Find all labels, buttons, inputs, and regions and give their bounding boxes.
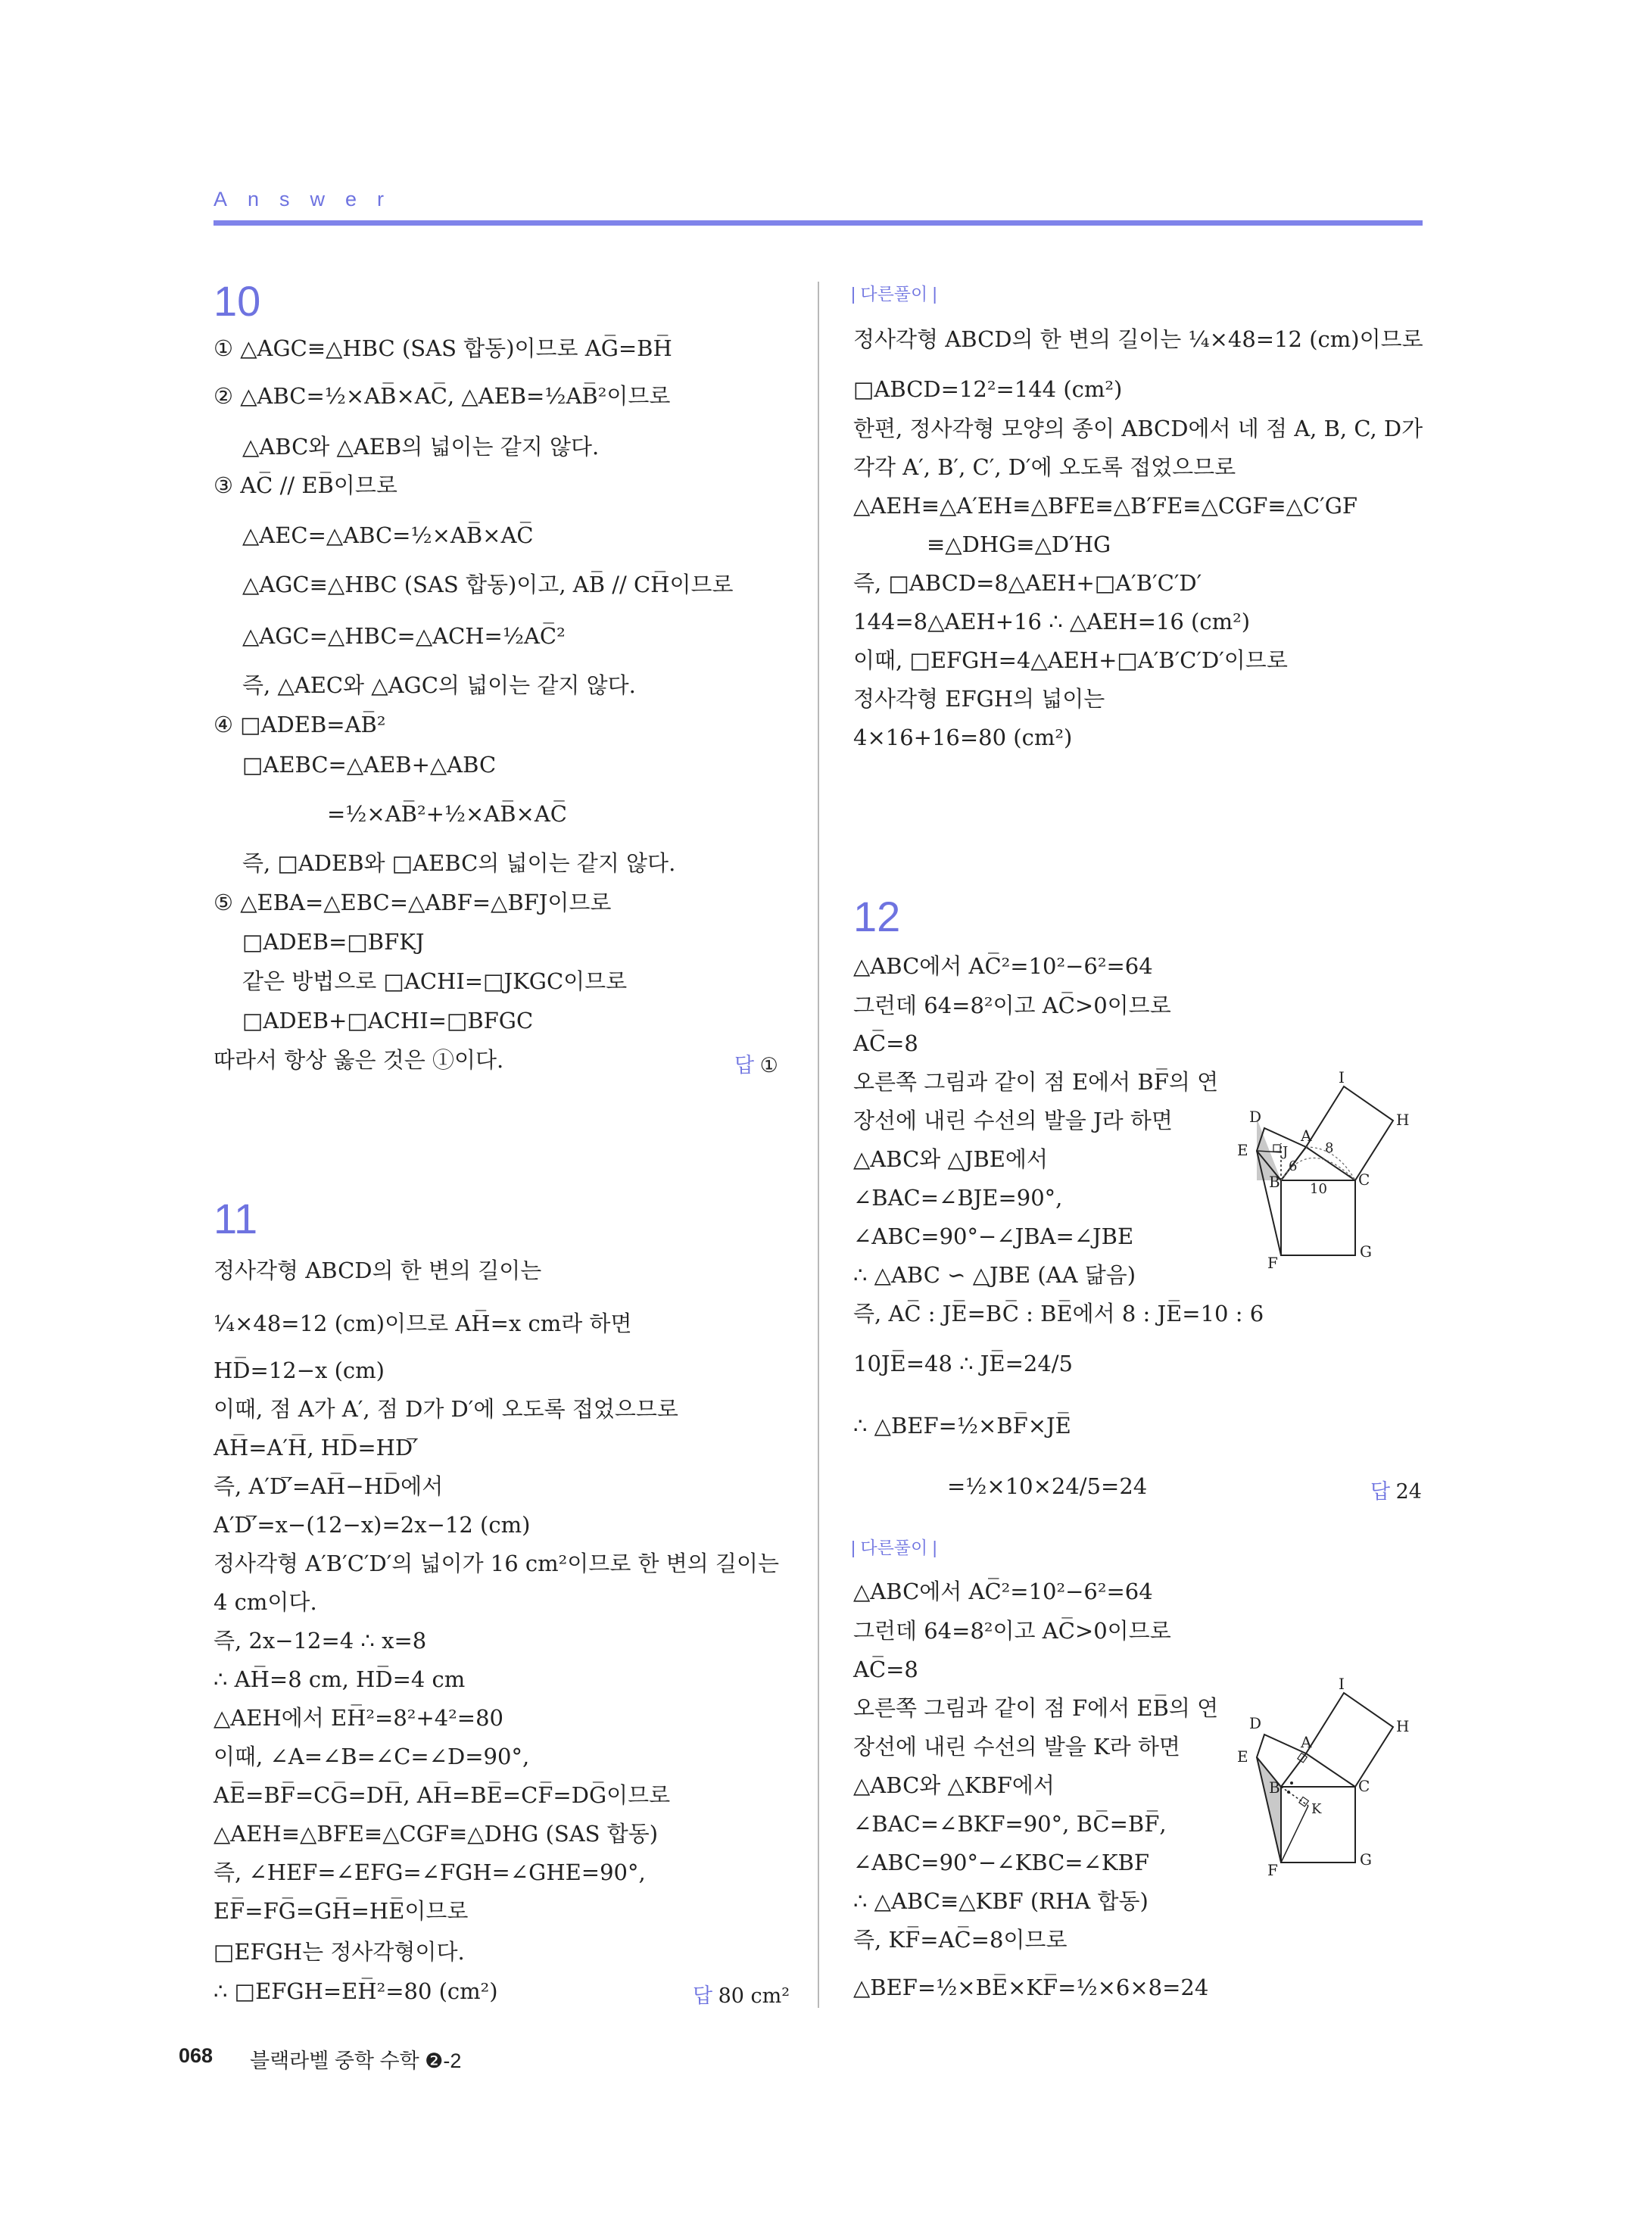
solution-line: ③ AC̅ // EB̅이므로	[214, 472, 397, 498]
solution-line: ∠ABC=90°−∠KBC=∠KBF	[853, 1850, 1149, 1875]
solution-line: 즉, ∠HEF=∠EFG=∠FGH=∠GHE=90°,	[214, 1859, 646, 1885]
solution-line: ④ □ADEB=AB̅²	[214, 712, 386, 737]
solution-line: 정사각형 ABCD의 한 변의 길이는	[214, 1258, 542, 1283]
solution-line: 즉, KF̅=AC̅=8이므로	[853, 1927, 1068, 1953]
label-i: I	[1339, 1068, 1345, 1086]
solution-line: 즉, □ABCD=8△AEH+□A′B′C′D′	[853, 570, 1202, 596]
solution-line: A′D′̅=x−(12−x)=2x−12 (cm)	[214, 1512, 531, 1538]
solution-line: ∠BAC=∠BKF=90°, BC̅=BF̅,	[853, 1811, 1167, 1837]
solution-line: △AEH에서 EH̅²=8²+4²=80	[214, 1705, 503, 1731]
solution-line: △AEC=△ABC=½×AB̅×AC̅	[242, 522, 534, 548]
solution-line: 정사각형 EFGH의 넓이는	[853, 686, 1105, 712]
label-d: D	[1249, 1714, 1262, 1732]
solution-line: 각각 A′, B′, C′, D′에 오도록 접었으므로	[853, 454, 1236, 480]
solution-line: □ABCD=12²=144 (cm²)	[853, 376, 1123, 402]
answer	[693, 1979, 790, 2009]
length-bc: 10	[1310, 1181, 1327, 1197]
solution-line: ② △ABC=½×AB̅×AC̅, △AEB=½AB̅²이므로	[214, 383, 671, 409]
label-a: A	[1301, 1127, 1312, 1145]
label-g: G	[1360, 1242, 1372, 1261]
solution-line: △ABC와 △AEB의 넓이는 같지 않다.	[242, 434, 600, 460]
solution-line: ≡△DHG≡△D′HG	[927, 531, 1111, 557]
solution-line: =½×AB̅²+½×AB̅×AC̅	[327, 801, 567, 827]
solution-line: 이때, □EFGH=4△AEH+□A′B′C′D′이므로	[853, 647, 1288, 673]
solution-line: 144=8△AEH+16 ∴ △AEH=16 (cm²)	[853, 609, 1251, 634]
solution-line: △AEH≡△A′EH≡△BFE≡△B′FE≡△CGF≡△C′GF	[853, 493, 1358, 519]
page-number: 068	[179, 2044, 214, 2067]
solution-line: AE̅=BF̅=CG̅=DH̅, AH̅=BE̅=CF̅=DG̅이므로	[214, 1782, 671, 1808]
solution-line: 즉, 2x−12=4 ∴ x=8	[214, 1628, 427, 1654]
label-a: A	[1301, 1733, 1312, 1751]
solution-line: AC̅=8	[853, 1657, 918, 1682]
answer-value: 24	[1395, 1480, 1422, 1504]
solution-line: ∠ABC=90°−∠JBA=∠JBE	[853, 1223, 1134, 1249]
segment-fk	[1281, 1806, 1308, 1862]
label-d: D	[1249, 1108, 1262, 1126]
answer-label: 답	[693, 1984, 713, 2007]
solution-line: ⑤ △EBA=△EBC=△ABF=△BFJ이므로	[214, 890, 612, 915]
solution-line: ∴ △ABC≡△KBF (RHA 합동)	[853, 1888, 1149, 1914]
solution-line: 이때, 점 A가 A′, 점 D가 D′에 오도록 접었으므로	[214, 1396, 678, 1422]
right-angle-mark-j	[1273, 1145, 1280, 1152]
header-label: Answer	[214, 188, 405, 210]
solution-line: AC̅=8	[853, 1030, 918, 1056]
answer-label: 답	[734, 1054, 755, 1077]
header-rule	[214, 220, 1423, 226]
solution-line: 10JE̅=48 ∴ JE̅=24/5	[853, 1351, 1073, 1376]
solution-line: 한편, 정사각형 모양의 종이 ABCD에서 네 점 A, B, C, D가	[853, 416, 1423, 441]
answer	[734, 1049, 778, 1078]
label-c: C	[1358, 1777, 1370, 1795]
column-divider	[818, 282, 819, 2008]
solution-line: 즉, □ADEB와 □AEBC의 넓이는 같지 않다.	[242, 850, 676, 876]
label-k: K	[1311, 1801, 1322, 1817]
label-j: J	[1283, 1144, 1289, 1160]
solution-line: △ABC와 △JBE에서	[853, 1146, 1048, 1172]
label-h: H	[1396, 1717, 1410, 1735]
solution-line: △AGC=△HBC=△ACH=½AC̅²	[242, 623, 566, 649]
label-e: E	[1237, 1747, 1248, 1766]
angle-mark-dot	[1287, 1791, 1290, 1794]
label-i: I	[1339, 1677, 1345, 1693]
solution-line: 정사각형 ABCD의 한 변의 길이는 ¼×48=12 (cm)이므로	[853, 326, 1423, 352]
solution-line: ∴ □EFGH=EH̅²=80 (cm²)	[214, 1978, 498, 2004]
solution-line: ① △AGC≡△HBC (SAS 합동)이므로 AG̅=BH̅	[214, 335, 672, 361]
solution-line: EF̅=FG̅=GH̅=HE̅이므로	[214, 1898, 469, 1924]
solution-line: 오른쪽 그림과 같이 점 E에서 BF̅의 연	[853, 1069, 1219, 1095]
solution-line: ∴ △ABC ∽ △JBE (AA 닮음)	[853, 1262, 1136, 1288]
label-g: G	[1360, 1850, 1372, 1869]
problem-number: 12	[853, 893, 901, 940]
extension-bk	[1281, 1787, 1308, 1806]
solution-line: 같은 방법으로 □ACHI=□JKGC이므로	[242, 968, 628, 994]
solution-line: △ABC에서 AC̅²=10²−6²=64	[853, 1579, 1153, 1604]
solution-line: ∴ △BEF=½×BF̅×JE̅	[853, 1413, 1071, 1439]
solution-line: 4 cm이다.	[214, 1589, 317, 1615]
label-e: E	[1237, 1141, 1248, 1159]
solution-line: 즉, A′D′̅=AH̅−HD̅에서	[214, 1473, 444, 1499]
solution-line: ¼×48=12 (cm)이므로 AH̅=x cm라 하면	[214, 1311, 632, 1336]
solution-line: 장선에 내린 수선의 발을 J라 하면	[853, 1108, 1173, 1133]
label-c: C	[1358, 1170, 1370, 1189]
problem-number: 11	[214, 1195, 258, 1242]
square-achi	[1306, 1086, 1393, 1180]
answer-label: 답	[1370, 1480, 1391, 1503]
solution-line: 장선에 내린 수선의 발을 K라 하면	[853, 1734, 1180, 1760]
book-title: 블랙라벨 중학 수학 ❷-2	[250, 2050, 462, 2072]
solution-line: =½×10×24/5=24	[947, 1473, 1148, 1499]
solution-line: 이때, ∠A=∠B=∠C=∠D=90°,	[214, 1744, 530, 1769]
solution-line: △BEF=½×BE̅×KF̅=½×6×8=24	[853, 1975, 1209, 2000]
label-b: B	[1269, 1173, 1280, 1191]
solution-line: 정사각형 A′B′C′D′의 넓이가 16 cm²이므로 한 변의 길이는	[214, 1551, 780, 1576]
solution-line: AH̅=A′H̅, HD̅=HD′̅	[214, 1435, 418, 1460]
solution-line: □ADEB+□ACHI=□BFGC	[242, 1008, 534, 1033]
alt-solution-label: | 다른풀이 |	[851, 284, 937, 304]
solution-line: △AGC≡△HBC (SAS 합동)이고, AB̅ // CH̅이므로	[242, 572, 734, 597]
length-ab: 6	[1289, 1158, 1298, 1174]
solution-line: HD̅=12−x (cm)	[214, 1358, 385, 1383]
solution-line: □EFGH는 정사각형이다.	[214, 1939, 465, 1965]
pythagoras-figure-1	[1219, 1068, 1423, 1287]
problem-number: 10	[214, 277, 261, 325]
shaded-triangle	[1257, 1118, 1281, 1180]
answer-value: 80 cm²	[718, 1984, 790, 2008]
label-b: B	[1269, 1778, 1280, 1797]
answer	[1370, 1475, 1422, 1504]
label-h: H	[1396, 1111, 1410, 1129]
solution-line: □AEBC=△AEB+△ABC	[242, 752, 497, 778]
solution-line: 4×16+16=80 (cm²)	[853, 725, 1073, 750]
solution-line: 즉, △AEC와 △AGC의 넓이는 같지 않다.	[242, 672, 636, 698]
solution-line: 그런데 64=8²이고 AC̅>0이므로	[853, 1618, 1171, 1644]
angle-mark-dot	[1290, 1781, 1293, 1785]
solution-line: △ABC와 △KBF에서	[853, 1772, 1055, 1798]
solution-line: ∠BAC=∠BJE=90°,	[853, 1185, 1063, 1211]
solution-line: △AEH≡△BFE≡△CGF≡△DHG (SAS 합동)	[214, 1821, 659, 1847]
solution-line: □ADEB=□BFKJ	[242, 929, 425, 955]
solution-line: ∴ AH̅=8 cm, HD̅=4 cm	[214, 1666, 466, 1692]
solution-line: 즉, AC̅ : JE̅=BC̅ : BE̅에서 8 : JE̅=10 : 6	[853, 1301, 1264, 1326]
label-f: F	[1267, 1254, 1278, 1272]
square-bcgf	[1281, 1787, 1355, 1862]
length-ac: 8	[1325, 1140, 1334, 1156]
solution-line: 그런데 64=8²이고 AC̅>0이므로	[853, 993, 1171, 1018]
label-f: F	[1267, 1861, 1278, 1879]
answer-value: ①	[759, 1054, 778, 1077]
pythagoras-figure-2	[1219, 1677, 1423, 1897]
square-achi	[1306, 1693, 1393, 1787]
solution-line: 오른쪽 그림과 같이 점 F에서 EB̅의 연	[853, 1695, 1219, 1721]
solution-line: 따라서 항상 옳은 것은 ①이다.	[214, 1047, 504, 1073]
alt-solution-label: | 다른풀이 |	[851, 1538, 937, 1557]
solution-line: △ABC에서 AC̅²=10²−6²=64	[853, 953, 1153, 979]
